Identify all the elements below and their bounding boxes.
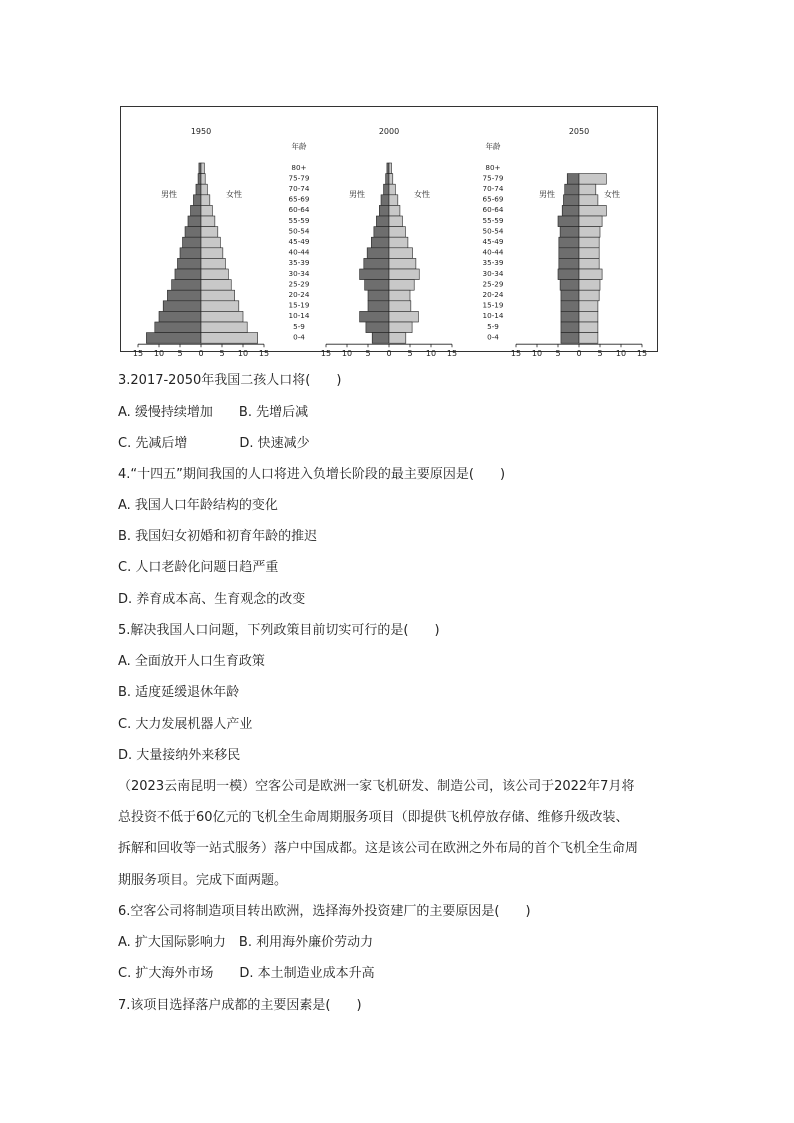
age-group-label: 20-24	[288, 290, 310, 300]
male-bar	[196, 184, 201, 195]
age-group-label: 55-59	[482, 215, 504, 225]
female-bar	[201, 311, 243, 322]
question-6-options-row1: A. 扩大国际影响力 B. 利用海外廉价劳动力	[118, 935, 374, 950]
female-bar	[389, 290, 410, 301]
pyramid-year-label: 2050	[568, 127, 590, 136]
x-axis-tick-label: 10	[341, 349, 353, 359]
passage-line-1: （2023云南昆明一模）空客公司是欧洲一家飞机研发、制造公司，该公司于2022年7月将	[118, 779, 635, 794]
female-bar	[579, 290, 599, 301]
age-group-label: 20-24	[482, 290, 504, 300]
female-bar	[389, 322, 412, 333]
age-group-label: 60-64	[288, 205, 310, 215]
male-label: 男性	[161, 190, 177, 199]
age-group-label: 75-79	[288, 173, 310, 183]
male-bar	[558, 269, 579, 280]
age-group-label: 45-49	[482, 237, 504, 247]
female-label: 女性	[414, 190, 430, 199]
age-group-label: 30-34	[288, 268, 310, 278]
age-group-label: 60-64	[482, 205, 504, 215]
male-bar	[384, 184, 389, 195]
female-bar	[201, 237, 220, 248]
female-bar	[389, 280, 414, 291]
female-bar	[579, 322, 598, 333]
age-group-label: 10-14	[288, 311, 310, 321]
age-group-label: 80+	[291, 162, 307, 172]
age-group-label: 25-29	[482, 279, 504, 289]
question-4: 4.“十四五”期间我国的人口将进入负增长阶段的最主要原因是( )	[118, 467, 506, 482]
female-bar	[201, 184, 207, 195]
female-bar	[201, 216, 215, 227]
female-label: 女性	[226, 190, 242, 199]
age-group-label: 55-59	[288, 215, 310, 225]
female-bar	[389, 248, 413, 259]
age-group-label: 65-69	[482, 194, 504, 204]
x-axis-tick-label: 5	[219, 349, 225, 359]
age-group-label: 25-29	[288, 279, 310, 289]
male-bar	[567, 174, 579, 185]
female-bar	[389, 216, 402, 227]
age-header: 年龄	[291, 142, 307, 151]
male-bar	[368, 290, 389, 301]
x-axis-tick-label: 15	[258, 349, 270, 359]
x-axis-tick-label: 5	[555, 349, 561, 359]
x-axis-tick-label: 15	[132, 349, 144, 359]
female-bar	[389, 237, 408, 248]
female-bar	[201, 301, 239, 312]
question-4-option-b: B. 我国妇女初婚和初育年龄的推迟	[118, 529, 318, 544]
male-bar	[175, 269, 201, 280]
male-bar	[167, 290, 201, 301]
x-axis-tick-label: 15	[636, 349, 648, 359]
female-bar	[201, 258, 225, 269]
pyramid-year-label: 1950	[190, 127, 212, 136]
x-axis-tick-label: 0	[386, 349, 392, 359]
female-bar	[389, 333, 406, 344]
female-bar	[201, 163, 204, 174]
male-label: 男性	[349, 190, 365, 199]
female-bar	[579, 269, 602, 280]
male-bar	[199, 163, 201, 174]
population-pyramids-chart	[121, 107, 659, 359]
passage-line-4: 期服务项目。完成下面两题。	[118, 873, 288, 888]
male-bar	[188, 216, 201, 227]
x-axis-tick-label: 0	[198, 349, 204, 359]
male-bar	[376, 216, 389, 227]
male-bar	[561, 322, 579, 333]
female-bar	[579, 333, 598, 344]
male-bar	[560, 227, 579, 238]
age-group-label: 5-9	[293, 321, 305, 331]
female-bar	[389, 174, 393, 185]
male-bar	[558, 216, 579, 227]
male-bar	[559, 248, 579, 259]
male-bar	[563, 195, 579, 206]
male-bar	[381, 195, 389, 206]
age-group-label: 50-54	[288, 226, 310, 236]
x-axis-tick-label: 10	[615, 349, 627, 359]
female-bar	[579, 248, 599, 259]
male-bar	[562, 205, 579, 216]
female-bar	[201, 248, 223, 259]
x-axis-tick-label: 15	[510, 349, 522, 359]
age-group-label: 70-74	[482, 184, 504, 194]
female-bar	[201, 195, 210, 206]
x-axis-tick-label: 15	[446, 349, 458, 359]
question-4-option-c: C. 人口老龄化问题日趋严重	[118, 560, 279, 575]
female-bar	[201, 333, 258, 344]
male-bar	[172, 280, 201, 291]
female-bar	[389, 227, 405, 238]
female-bar	[579, 195, 598, 206]
x-axis-tick-label: 15	[320, 349, 332, 359]
question-7: 7.该项目选择落户成都的主要因素是( )	[118, 998, 362, 1013]
male-bar	[559, 258, 579, 269]
female-bar	[579, 311, 598, 322]
x-axis-tick-label: 10	[237, 349, 249, 359]
male-bar	[185, 227, 201, 238]
male-bar	[367, 248, 389, 259]
x-axis-tick-label: 10	[153, 349, 165, 359]
male-bar	[191, 205, 202, 216]
age-group-label: 70-74	[288, 184, 310, 194]
x-axis-tick-label: 10	[531, 349, 543, 359]
age-group-label: 40-44	[288, 247, 310, 257]
female-bar	[389, 205, 400, 216]
male-bar	[163, 301, 201, 312]
female-label: 女性	[604, 190, 620, 199]
age-group-label: 35-39	[482, 258, 504, 268]
female-bar	[201, 290, 235, 301]
x-axis-tick-label: 5	[177, 349, 183, 359]
x-axis-tick-label: 5	[365, 349, 371, 359]
question-6-options-row2: C. 扩大海外市场 D. 本土制造业成本升高	[118, 966, 375, 981]
female-bar	[389, 269, 419, 280]
male-bar	[561, 311, 579, 322]
male-bar	[560, 280, 579, 291]
male-bar	[146, 333, 201, 344]
pyramid-year-label: 2000	[378, 127, 400, 136]
question-5-option-a: A. 全面放开人口生育政策	[118, 654, 265, 669]
passage-line-2: 总投资不低于60亿元的飞机全生命周期服务项目（即提供飞机停放存储、维修升级改装、	[118, 810, 629, 825]
female-bar	[579, 237, 599, 248]
male-bar	[387, 163, 389, 174]
age-group-label: 0-4	[293, 332, 305, 342]
male-bar	[561, 301, 579, 312]
male-bar	[379, 205, 389, 216]
age-group-label: 30-34	[482, 268, 504, 278]
female-bar	[389, 184, 395, 195]
question-3-options-row2: C. 先减后增 D. 快速减少	[118, 436, 310, 451]
female-bar	[201, 174, 205, 185]
question-4-option-a: A. 我国人口年龄结构的变化	[118, 498, 278, 513]
age-group-label: 15-19	[482, 300, 504, 310]
question-6: 6.空客公司将制造项目转出欧洲，选择海外投资建厂的主要原因是( )	[118, 904, 531, 919]
question-3-options-row1: A. 缓慢持续增加 B. 先增后减	[118, 405, 309, 420]
female-bar	[389, 195, 398, 206]
male-bar	[198, 174, 201, 185]
age-group-label: 45-49	[288, 237, 310, 247]
female-bar	[579, 174, 606, 185]
passage-line-3: 拆解和回收等一站式服务）落户中国成都。这是该公司在欧洲之外布局的首个飞机全生命周	[118, 841, 639, 856]
male-bar	[177, 258, 201, 269]
female-bar	[579, 227, 600, 238]
question-4-option-d: D. 养育成本高、生育观念的改变	[118, 592, 306, 607]
x-axis-tick-label: 5	[597, 349, 603, 359]
female-bar	[389, 163, 392, 174]
age-group-label: 0-4	[487, 332, 499, 342]
question-5: 5.解决我国人口问题，下列政策目前切实可行的是( )	[118, 623, 440, 638]
age-header: 年龄	[485, 142, 501, 151]
x-axis-tick-label: 5	[407, 349, 413, 359]
female-bar	[201, 322, 247, 333]
male-bar	[559, 237, 579, 248]
question-5-option-b: B. 适度延缓退休年龄	[118, 685, 240, 700]
male-bar	[364, 258, 389, 269]
male-bar	[386, 174, 389, 185]
female-bar	[579, 184, 596, 195]
age-group-label: 40-44	[482, 247, 504, 257]
x-axis-tick-label: 0	[576, 349, 582, 359]
male-bar	[183, 237, 201, 248]
male-bar	[159, 311, 201, 322]
age-group-label: 15-19	[288, 300, 310, 310]
age-group-label: 75-79	[482, 173, 504, 183]
female-bar	[201, 269, 228, 280]
male-bar	[193, 195, 201, 206]
x-axis-tick-label: 10	[425, 349, 437, 359]
question-5-option-c: C. 大力发展机器人产业	[118, 717, 253, 732]
age-group-label: 10-14	[482, 311, 504, 321]
male-bar	[155, 322, 201, 333]
male-bar	[565, 184, 579, 195]
age-group-label: 50-54	[482, 226, 504, 236]
female-bar	[201, 280, 231, 291]
female-bar	[579, 301, 598, 312]
age-group-label: 5-9	[487, 321, 499, 331]
male-label: 男性	[539, 190, 555, 199]
male-bar	[360, 269, 389, 280]
female-bar	[389, 301, 411, 312]
female-bar	[201, 205, 212, 216]
male-bar	[374, 227, 389, 238]
age-group-label: 65-69	[288, 194, 310, 204]
female-bar	[579, 280, 600, 291]
age-group-label: 80+	[485, 162, 501, 172]
male-bar	[365, 280, 389, 291]
age-group-label: 35-39	[288, 258, 310, 268]
male-bar	[360, 311, 389, 322]
female-bar	[389, 258, 416, 269]
male-bar	[561, 333, 579, 344]
female-bar	[201, 227, 218, 238]
male-bar	[180, 248, 201, 259]
male-bar	[372, 333, 389, 344]
question-3: 3.2017-2050年我国二孩人口将( )	[118, 373, 342, 388]
population-pyramid-figure	[120, 106, 658, 359]
female-bar	[579, 258, 599, 269]
male-bar	[371, 237, 389, 248]
female-bar	[579, 205, 606, 216]
female-bar	[389, 311, 418, 322]
female-bar	[579, 216, 602, 227]
male-bar	[561, 290, 579, 301]
question-5-option-d: D. 大量接纳外来移民	[118, 748, 241, 763]
male-bar	[366, 322, 389, 333]
male-bar	[368, 301, 389, 312]
